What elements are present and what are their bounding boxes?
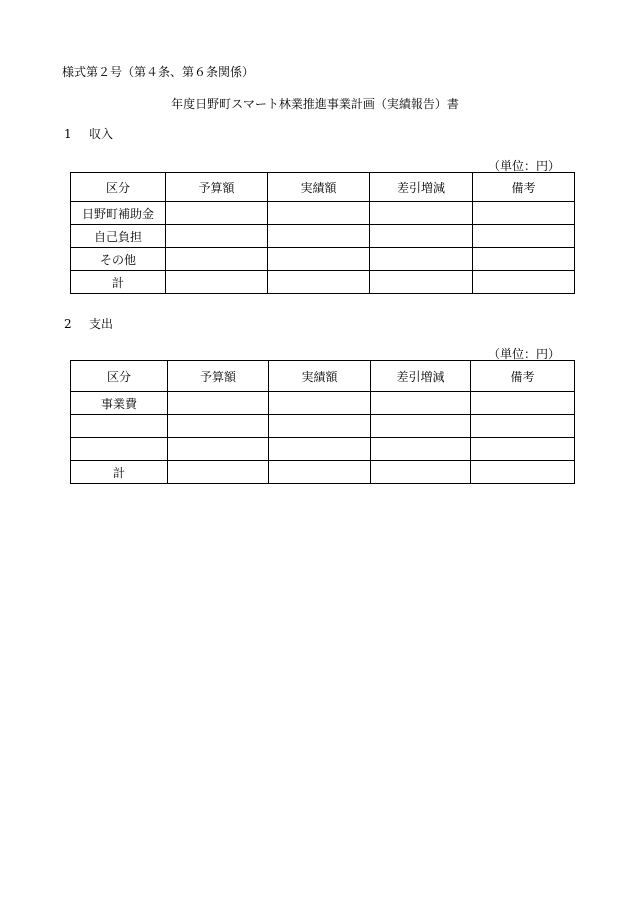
- expense-table: [70, 360, 575, 484]
- expense-difference-cell[interactable]: [371, 438, 471, 461]
- table-row: [71, 248, 575, 271]
- expense-header-remarks: 備考: [471, 361, 575, 392]
- income-section-heading: [64, 125, 113, 142]
- expense-unit-note: （単位：円）: [487, 347, 560, 361]
- income-unit-note: （単位：円）: [487, 159, 560, 173]
- income-budget-cell[interactable]: [166, 225, 268, 248]
- expense-header-budget: 予算額: [168, 361, 269, 392]
- income-difference-cell[interactable]: [370, 248, 473, 271]
- expense-remarks-cell[interactable]: [471, 392, 575, 415]
- income-header-actual: 実績額: [268, 173, 370, 202]
- expense-header-difference: 差引増減: [371, 361, 471, 392]
- income-remarks-cell[interactable]: [473, 202, 575, 225]
- income-table: [70, 172, 575, 294]
- income-difference-cell[interactable]: [370, 225, 473, 248]
- table-row: [71, 415, 575, 438]
- expense-actual-cell[interactable]: [269, 461, 371, 484]
- expense-row-label: 事業費: [71, 392, 168, 415]
- income-row-label: 日野町補助金: [71, 202, 166, 225]
- expense-section-heading: [64, 315, 113, 332]
- income-header-remarks: 備考: [473, 173, 575, 202]
- income-header-difference: 差引増減: [370, 173, 473, 202]
- income-budget-cell[interactable]: [166, 248, 268, 271]
- expense-remarks-cell[interactable]: [471, 461, 575, 484]
- expense-budget-cell[interactable]: [168, 392, 269, 415]
- expense-header-category: 区分: [71, 361, 168, 392]
- table-row: [71, 392, 575, 415]
- expense-header-actual: 実績額: [269, 361, 371, 392]
- income-section-label: 収入: [89, 127, 114, 141]
- income-header-budget: 予算額: [166, 173, 268, 202]
- table-row: [71, 225, 575, 248]
- expense-row-label: 計: [71, 461, 168, 484]
- income-row-label: 計: [71, 271, 166, 294]
- expense-actual-cell[interactable]: [269, 392, 371, 415]
- income-row-label: 自己負担: [71, 225, 166, 248]
- table-row: [71, 202, 575, 225]
- income-section-number: 1: [64, 127, 72, 141]
- income-budget-cell[interactable]: [166, 202, 268, 225]
- expense-section-label: 支出: [89, 317, 114, 331]
- expense-difference-cell[interactable]: [371, 392, 471, 415]
- income-remarks-cell[interactable]: [473, 271, 575, 294]
- expense-difference-cell[interactable]: [371, 415, 471, 438]
- table-row: [71, 438, 575, 461]
- document-title: 年度日野町スマート林業推進事業計画（実績報告）書: [171, 97, 459, 111]
- expense-section-number: 2: [64, 317, 72, 331]
- expense-remarks-cell[interactable]: [471, 415, 575, 438]
- table-row: [71, 271, 575, 294]
- expense-budget-cell[interactable]: [168, 415, 269, 438]
- expense-budget-cell[interactable]: [168, 438, 269, 461]
- expense-actual-cell[interactable]: [269, 438, 371, 461]
- expense-budget-cell[interactable]: [168, 461, 269, 484]
- income-remarks-cell[interactable]: [473, 248, 575, 271]
- table-row: [71, 461, 575, 484]
- expense-difference-cell[interactable]: [371, 461, 471, 484]
- expense-row-label[interactable]: [71, 438, 168, 461]
- income-difference-cell[interactable]: [370, 202, 473, 225]
- income-actual-cell[interactable]: [268, 248, 370, 271]
- expense-row-label[interactable]: [71, 415, 168, 438]
- income-remarks-cell[interactable]: [473, 225, 575, 248]
- form-number: 様式第２号（第４条、第６条関係）: [62, 65, 255, 79]
- expense-actual-cell[interactable]: [269, 415, 371, 438]
- income-row-label: その他: [71, 248, 166, 271]
- income-difference-cell[interactable]: [370, 271, 473, 294]
- expense-header-row: [71, 361, 575, 392]
- expense-remarks-cell[interactable]: [471, 438, 575, 461]
- income-header-category: 区分: [71, 173, 166, 202]
- income-budget-cell[interactable]: [166, 271, 268, 294]
- income-actual-cell[interactable]: [268, 202, 370, 225]
- income-actual-cell[interactable]: [268, 271, 370, 294]
- income-actual-cell[interactable]: [268, 225, 370, 248]
- income-header-row: [71, 173, 575, 202]
